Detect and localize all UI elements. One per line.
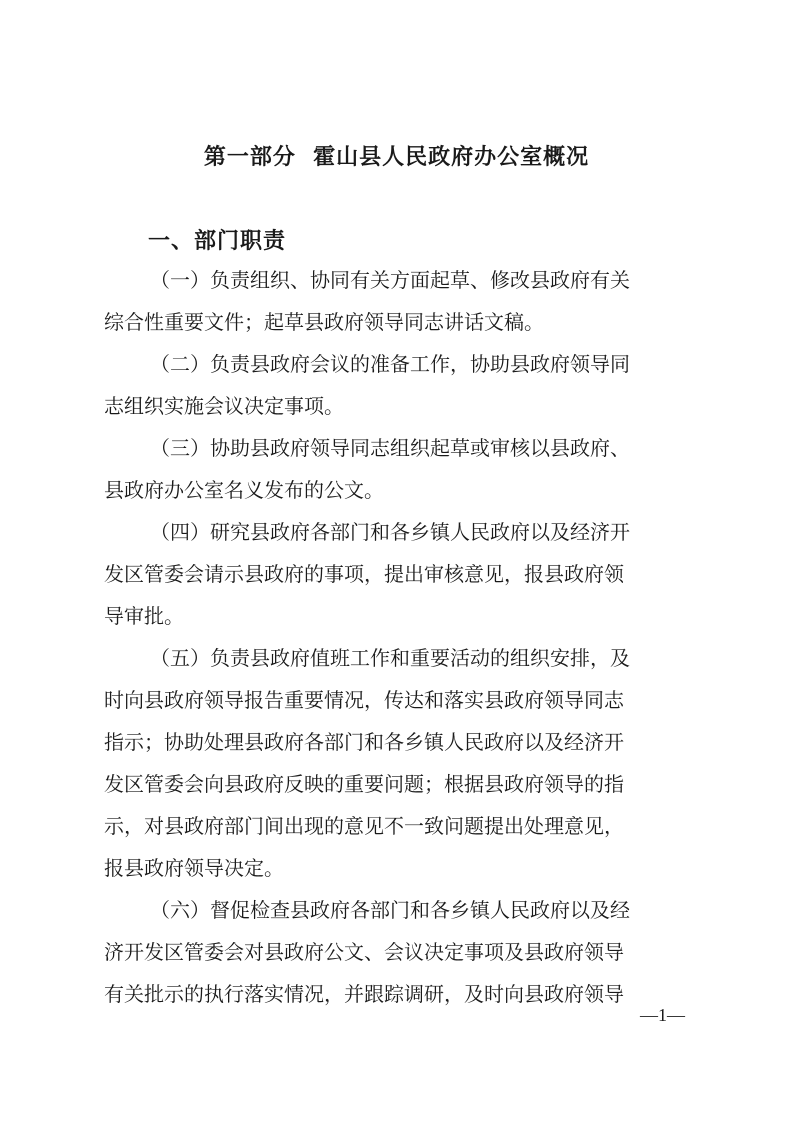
page-title: 第一部分 霍山县人民政府办公室概况	[203, 145, 590, 170]
body-line: 时向县政府领导报告重要情况，传达和落实县政府领导同志	[104, 688, 624, 712]
body-line: （三）协助县政府领导同志组织起草或审核以县政府、	[150, 436, 630, 460]
body-line: （五）负责县政府值班工作和重要活动的组织安排，及	[150, 646, 630, 670]
body-line: 县政府办公室名义发布的公文。	[104, 478, 384, 502]
body-line: （一）负责组织、协同有关方面起草、修改县政府有关	[150, 268, 630, 292]
body-line: （二）负责县政府会议的准备工作，协助县政府领导同	[150, 352, 630, 376]
body-line: 发区管委会请示县政府的事项，提出审核意见，报县政府领	[104, 562, 624, 586]
body-line: 有关批示的执行落实情况，并跟踪调研，及时向县政府领导	[104, 982, 624, 1006]
body-line: 报县政府领导决定。	[104, 856, 284, 880]
body-line: 示，对县政府部门间出现的意见不一致问题提出处理意见，	[104, 814, 624, 838]
body-line: （六）督促检查县政府各部门和各乡镇人民政府以及经	[150, 898, 630, 922]
body-line: 导审批。	[104, 604, 184, 628]
body-line: 济开发区管委会对县政府公文、会议决定事项及县政府领导	[104, 940, 624, 964]
page-number: —1—	[640, 1005, 685, 1025]
body-line: 指示；协助处理县政府各部门和各乡镇人民政府以及经济开	[104, 730, 624, 754]
body-line: （四）研究县政府各部门和各乡镇人民政府以及经济开	[150, 520, 630, 544]
section-heading: 一、部门职责	[148, 229, 287, 254]
body-line: 发区管委会向县政府反映的重要问题；根据县政府领导的指	[104, 772, 624, 796]
body-line: 综合性重要文件；起草县政府领导同志讲话文稿。	[104, 310, 544, 334]
body-line: 志组织实施会议决定事项。	[104, 394, 344, 418]
